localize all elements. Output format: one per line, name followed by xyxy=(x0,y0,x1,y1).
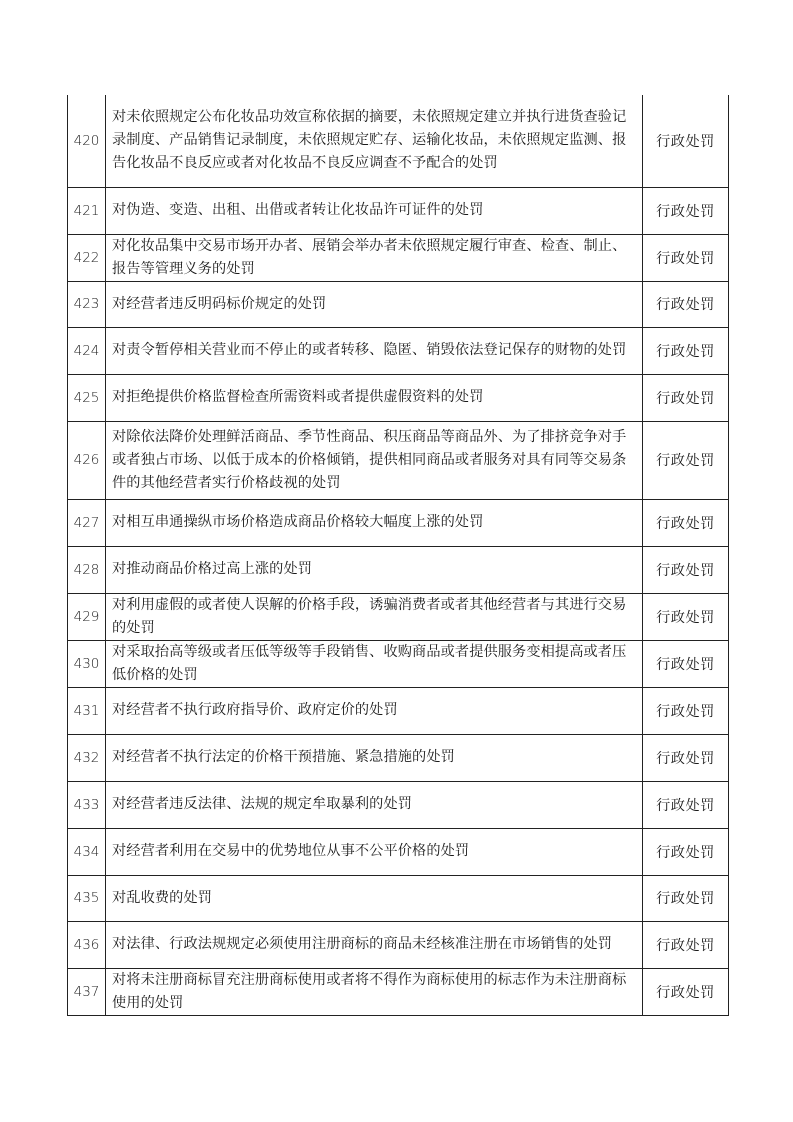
item-type: 行政处罚 xyxy=(643,921,729,968)
row-number: 427 xyxy=(68,499,106,546)
item-type: 行政处罚 xyxy=(643,187,729,234)
row-number: 422 xyxy=(68,234,106,281)
row-number: 431 xyxy=(68,687,106,734)
item-type: 行政处罚 xyxy=(643,593,729,640)
table-row xyxy=(68,234,729,281)
penalty-table xyxy=(67,95,729,1016)
table-row xyxy=(68,593,729,640)
row-number: 429 xyxy=(68,593,106,640)
row-number: 435 xyxy=(68,875,106,921)
item-type: 行政处罚 xyxy=(643,234,729,281)
item-type: 行政处罚 xyxy=(643,687,729,734)
item-type: 行政处罚 xyxy=(643,828,729,875)
item-type: 行政处罚 xyxy=(643,421,729,499)
table-row xyxy=(68,281,729,327)
row-number: 426 xyxy=(68,421,106,499)
row-number: 433 xyxy=(68,781,106,828)
table-row xyxy=(68,499,729,546)
item-description: 对经营者违反法律、法规的规定牟取暴利的处罚 xyxy=(106,781,643,828)
table-row xyxy=(68,187,729,234)
row-number: 423 xyxy=(68,281,106,327)
table-row xyxy=(68,546,729,593)
table-row xyxy=(68,687,729,734)
item-type: 行政处罚 xyxy=(643,374,729,421)
row-number: 425 xyxy=(68,374,106,421)
table-row xyxy=(68,640,729,687)
item-description: 对拒绝提供价格监督检查所需资料或者提供虚假资料的处罚 xyxy=(106,374,643,421)
row-number: 420 xyxy=(68,95,106,187)
item-type: 行政处罚 xyxy=(643,640,729,687)
table-row xyxy=(68,374,729,421)
table-row xyxy=(68,734,729,781)
item-description: 对除依法降价处理鲜活商品、季节性商品、积压商品等商品外、为了排挤竞争对手或者独占市场、以低于成本的价格倾销，提供相同商品或者服务对具有同等交易条件的其他经营者实行价格歧视的处罚 xyxy=(106,421,643,499)
item-description: 对经营者不执行法定的价格干预措施、紧急措施的处罚 xyxy=(106,734,643,781)
item-type: 行政处罚 xyxy=(643,781,729,828)
row-number: 430 xyxy=(68,640,106,687)
item-type: 行政处罚 xyxy=(643,95,729,187)
item-description: 对利用虚假的或者使人误解的价格手段，诱骗消费者或者其他经营者与其进行交易的处罚 xyxy=(106,593,643,640)
item-description: 对相互串通操纵市场价格造成商品价格较大幅度上涨的处罚 xyxy=(106,499,643,546)
item-type: 行政处罚 xyxy=(643,734,729,781)
row-number: 436 xyxy=(68,921,106,968)
item-description: 对经营者利用在交易中的优势地位从事不公平价格的处罚 xyxy=(106,828,643,875)
row-number: 434 xyxy=(68,828,106,875)
table-row xyxy=(68,968,729,1015)
item-description: 对乱收费的处罚 xyxy=(106,875,643,921)
item-type: 行政处罚 xyxy=(643,546,729,593)
row-number: 437 xyxy=(68,968,106,1015)
item-description: 对未依照规定公布化妆品功效宣称依据的摘要，未依照规定建立并执行进货查验记录制度、产品销售记录制度，未依照规定贮存、运输化妆品，未依照规定监测、报告化妆品不良反应或者对化妆品不良反应调查不予配合的处罚 xyxy=(106,95,643,187)
item-description: 对推动商品价格过高上涨的处罚 xyxy=(106,546,643,593)
item-type: 行政处罚 xyxy=(643,327,729,374)
item-description: 对责令暂停相关营业而不停止的或者转移、隐匿、销毁依法登记保存的财物的处罚 xyxy=(106,327,643,374)
item-description: 对伪造、变造、出租、出借或者转让化妆品许可证件的处罚 xyxy=(106,187,643,234)
row-number: 424 xyxy=(68,327,106,374)
item-type: 行政处罚 xyxy=(643,499,729,546)
item-type: 行政处罚 xyxy=(643,281,729,327)
table-row xyxy=(68,327,729,374)
item-description: 对将未注册商标冒充注册商标使用或者将不得作为商标使用的标志作为未注册商标使用的处罚 xyxy=(106,968,643,1015)
table-row xyxy=(68,921,729,968)
item-description: 对采取抬高等级或者压低等级等手段销售、收购商品或者提供服务变相提高或者压低价格的处罚 xyxy=(106,640,643,687)
row-number: 432 xyxy=(68,734,106,781)
item-description: 对法律、行政法规规定必须使用注册商标的商品未经核准注册在市场销售的处罚 xyxy=(106,921,643,968)
table-row xyxy=(68,828,729,875)
table-row xyxy=(68,781,729,828)
item-description: 对化妆品集中交易市场开办者、展销会举办者未依照规定履行审查、检查、制止、报告等管理义务的处罚 xyxy=(106,234,643,281)
item-description: 对经营者不执行政府指导价、政府定价的处罚 xyxy=(106,687,643,734)
table-row xyxy=(68,95,729,187)
table-row xyxy=(68,421,729,499)
row-number: 428 xyxy=(68,546,106,593)
table-row xyxy=(68,875,729,921)
item-type: 行政处罚 xyxy=(643,968,729,1015)
item-description: 对经营者违反明码标价规定的处罚 xyxy=(106,281,643,327)
row-number: 421 xyxy=(68,187,106,234)
item-type: 行政处罚 xyxy=(643,875,729,921)
